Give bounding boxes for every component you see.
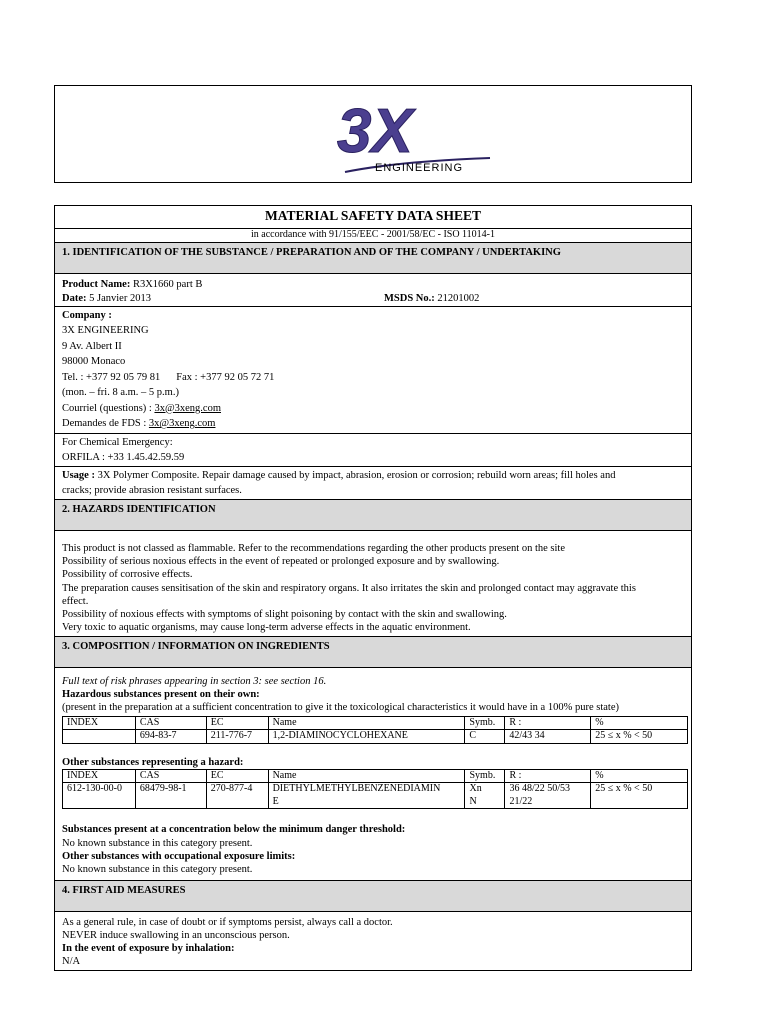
section-2-heading: 2. HAZARDS IDENTIFICATION (55, 500, 691, 531)
date-label: Date: (62, 292, 87, 304)
company-name: 3X ENGINEERING (62, 325, 149, 337)
product-value: R3X1660 part B (132, 279, 203, 291)
table-header-cell: Symb. (465, 769, 505, 783)
inhalation-label: In the event of exposure by inhalation: (62, 943, 235, 955)
table-cell: Xn (469, 783, 482, 795)
table-header-row (63, 769, 688, 783)
table-cell: 21/22 (509, 795, 533, 807)
table-header-cell: EC (206, 769, 268, 783)
occupational-label: Other substances with occupational exposure limits: (62, 850, 296, 862)
usage-text-1: 3X Polymer Composite. Repair damage caused by impact, abrasion, erosion or corrosion; rebuild worn areas; fill holes and (97, 469, 616, 481)
company-address-1: 9 Av. Albert II (62, 340, 122, 352)
company-block (55, 307, 691, 434)
hazardous-label: Hazardous substances present on their own: (62, 689, 260, 700)
hazard-line: effect. (62, 595, 89, 607)
section-3-heading: 3. COMPOSITION / INFORMATION ON INGREDIENTS (55, 637, 691, 668)
hazardous-table (62, 716, 688, 744)
table-cell: 612-130-00-0 (67, 783, 122, 795)
emergency-line-2: ORFILA : +33 1.45.42.59.59 (62, 451, 185, 463)
courriel-link[interactable]: 3x@3xeng.com (154, 402, 221, 414)
document-subtitle: in accordance with 91/155/EEC - 2001/58/EC - ISO 11014-1 (55, 229, 691, 244)
courriel-label: Courriel (questions) : (62, 402, 152, 414)
table-cell: 211-776-7 (206, 730, 268, 744)
company-hours: (mon. – fri. 8 a.m. – 5 p.m.) (62, 387, 179, 399)
fds-label: Demandes de FDS : (62, 418, 147, 430)
table-cell: 270-877-4 (210, 783, 253, 795)
hazardous-note: (present in the preparation at a sufficient concentration to give it the toxicological characteristics it would have in a 100% pure state) (62, 702, 619, 714)
hazard-line: Possibility of noxious effects with symptoms of slight poisoning by contact with the skin and swallowing. (62, 609, 507, 621)
company-fax: Fax : +377 92 05 72 71 (176, 371, 275, 383)
msds-value: 21201002 (437, 292, 480, 304)
table-cell: 68479-98-1 (139, 783, 187, 795)
hazard-line: Possibility of corrosive effects. (62, 569, 193, 581)
first-aid-line-1: As a general rule, in case of doubt or if symptoms persist, always call a doctor. (62, 916, 393, 928)
section-1-heading: 1. IDENTIFICATION OF THE SUBSTANCE / PREPARATION AND OF THE COMPANY / UNDERTAKING (55, 243, 691, 274)
table-header-cell: Name (268, 716, 465, 730)
table-header-cell: INDEX (63, 716, 136, 730)
msds-label: MSDS No.: (384, 292, 435, 304)
document-title: MATERIAL SAFETY DATA SHEET (55, 206, 691, 229)
other-substances-table (62, 769, 688, 810)
hazard-line: This product is not classed as flammable. Refer to the recommendations regarding the other products present on the site (62, 542, 565, 554)
hazard-line: Possibility of serious noxious effects in the event of repeated or prolonged exposure and by swallowing. (62, 555, 500, 567)
hazard-line: Very toxic to aquatic organisms, may cause long-term adverse effects in the aquatic environment. (62, 622, 471, 634)
table-header-row (63, 716, 688, 730)
emergency-block (55, 434, 691, 467)
table-header-cell: R : (505, 716, 591, 730)
date-value: 5 Janvier 2013 (89, 292, 151, 304)
usage-block (55, 467, 691, 500)
company-tel: Tel. : +377 92 05 79 81 (62, 371, 161, 383)
logo-mark: 3X (337, 97, 413, 166)
below-threshold-text: No known substance in this category present. (62, 837, 253, 849)
table-header-cell: Name (268, 769, 465, 783)
occupational-text: No known substance in this category present. (62, 864, 253, 876)
emergency-line-1: For Chemical Emergency: (62, 436, 173, 448)
below-threshold-label: Substances present at a concentration below the minimum danger threshold: (62, 824, 406, 836)
company-logo (325, 94, 495, 176)
table-cell: 694-83-7 (135, 730, 206, 744)
composition-block (55, 668, 691, 881)
usage-text-2: cracks; provide abrasion resistant surfaces. (62, 484, 242, 496)
table-cell: 42/43 34 (505, 730, 591, 744)
table-header-cell: CAS (135, 716, 206, 730)
product-label: Product Name: (62, 279, 131, 291)
table-header-cell: % (591, 769, 688, 783)
other-substances-label: Other substances representing a hazard: (62, 756, 244, 768)
table-header-cell: CAS (135, 769, 206, 783)
table-cell: 36 48/22 50/53 (509, 783, 571, 795)
table-cell (63, 730, 136, 744)
risk-phrases-note: Full text of risk phrases appearing in section 3: see section 16. (62, 675, 327, 687)
inhalation-text: N/A (62, 956, 81, 968)
table-header-cell: R : (505, 769, 591, 783)
company-address-2: 98000 Monaco (62, 356, 126, 368)
section-4-heading: 4. FIRST AID MEASURES (55, 881, 691, 912)
fds-link[interactable]: 3x@3xeng.com (148, 418, 216, 430)
table-row (63, 730, 688, 744)
msds-sheet (54, 205, 692, 971)
table-cell: 1,2-DIAMINOCYCLOHEXANE (268, 730, 465, 744)
product-block (55, 274, 691, 306)
table-cell: E (272, 795, 279, 807)
table-header-cell: INDEX (63, 769, 136, 783)
table-cell: C (465, 730, 505, 744)
table-cell: DIETHYLMETHYLBENZENEDIAMIN (272, 783, 441, 795)
usage-label: Usage : (62, 469, 95, 481)
company-label: Company : (62, 309, 112, 321)
first-aid-block (55, 912, 691, 970)
logo-word: ENGINEERING (375, 162, 464, 174)
hazards-block (55, 531, 691, 637)
table-header-cell: Symb. (465, 716, 505, 730)
logo-box (54, 85, 692, 183)
table-cell: N (469, 795, 477, 807)
first-aid-line-2: NEVER induce swallowing in an unconscious person. (62, 929, 290, 941)
table-header-cell: EC (206, 716, 268, 730)
hazard-line: The preparation causes sensitisation of the skin and respiratory organs. It also irritates the skin and prolonged contact may aggravate this (62, 582, 636, 594)
table-header-cell: % (591, 716, 688, 730)
table-cell: 25 ≤ x % < 50 (591, 730, 688, 744)
table-row (63, 783, 688, 809)
table-cell: 25 ≤ x % < 50 (595, 783, 653, 795)
